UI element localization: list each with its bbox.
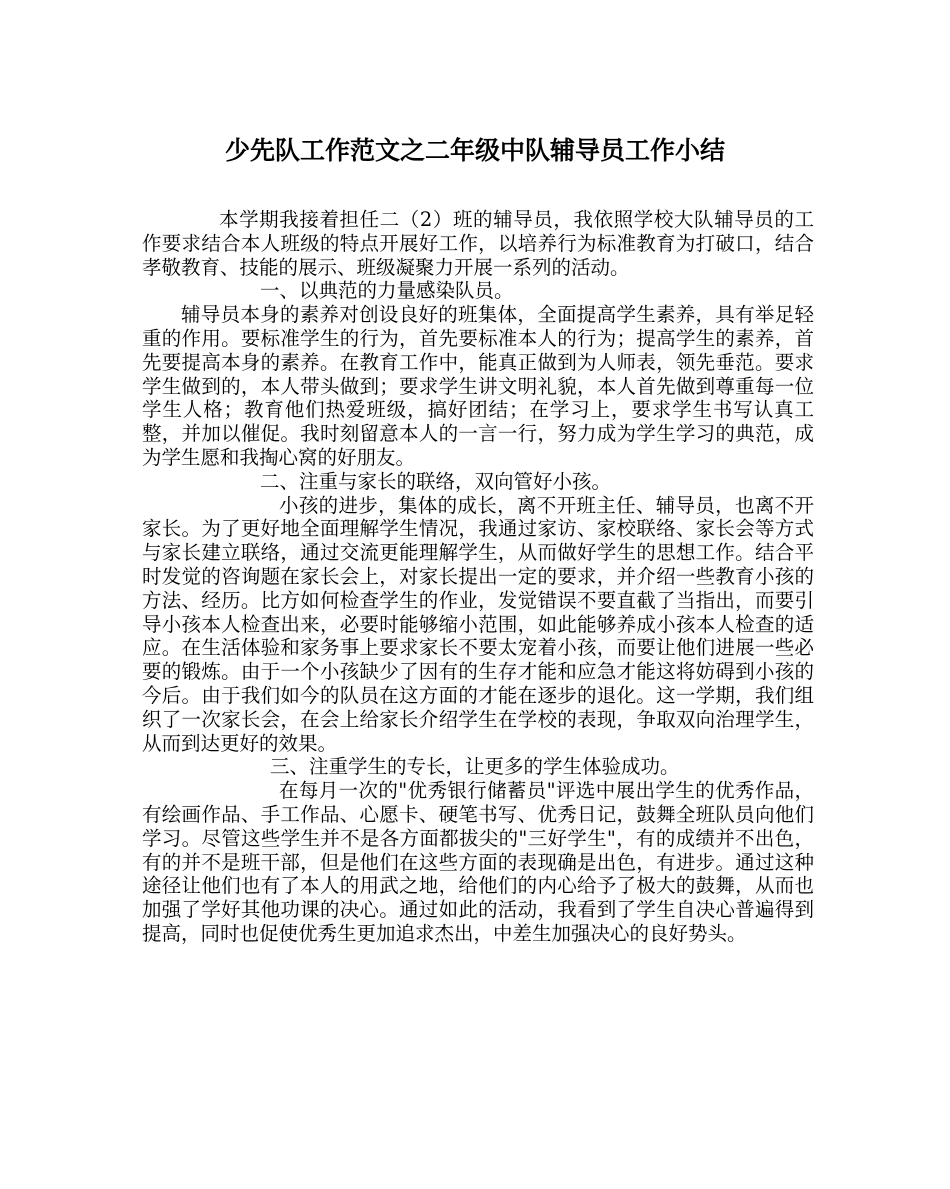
- section-3-heading: 三、注重学生的专长，让更多的学生体验成功。: [270, 755, 680, 779]
- section-2-heading: 二、注重与家长的联络，双向管好小孩。: [260, 469, 612, 493]
- section-3-paragraph: 在每月一次的"优秀银行储蓄员"评选中展出学生的优秀作品，有绘画作品、手工作品、心愿卡、硬笔书写、优秀日记，鼓舞全班队员向他们学习。尽管这些学生并不是各方面都拔尖的"三好学生"，有的成绩并不出色，有的并不是班干部，但是他们在这些方面的表现确是出色，有进步。通过这种途径让他们也有了本人的用武之地，给他们的内心给予了极大的鼓舞，从而也加强了学好其他功课的决心。通过如此的活动，我看到了学生自决心普遍得到提高，同时也促使优秀生更加追求杰出，中差生加强决心的良好势头。: [142, 779, 814, 945]
- document-body: [142, 208, 814, 946]
- document-title: 少先队工作范文之二年级中队辅导员工作小结: [224, 136, 725, 165]
- intro-paragraph: 本学期我接着担任二（2）班的辅导员，我依照学校大队辅导员的工作要求结合本人班级的特点开展好工作，以培养行为标准教育为打破口，结合孝敬教育、技能的展示、班级凝聚力开展一系列的活动。: [142, 208, 814, 279]
- section-2-paragraph: 小孩的进步，集体的成长，离不开班主任、辅导员，也离不开家长。为了更好地全面理解学生情况，我通过家访、家校联络、家长会等方式与家长建立联络，通过交流更能理解学生，从而做好学生的思想工作。结合平时发觉的咨询题在家长会上，对家长提出一定的要求，并介绍一些教育小孩的方法、经历。比方如何检查学生的作业，发觉错误不要直截了当指出，而要引导小孩本人检查出来，必要时能够缩小范围，如此能够养成小孩本人检查的适应。在生活体验和家务事上要求家长不要太宠着小孩，而要让他们进展一些必要的锻炼。由于一个小孩缺少了因有的生存才能和应急才能这将妨碍到小孩的今后。由于我们如今的队员在这方面的才能在逐步的退化。这一学期，我们组织了一次家长会，在会上给家长介绍学生在学校的表现，争取双向治理学生，从而到达更好的效果。: [142, 493, 814, 755]
- section-1-paragraph: 辅导员本身的素养对创设良好的班集体，全面提高学生素养，具有举足轻重的作用。要标准学生的行为，首先要标准本人的行为；提高学生的素养，首先要提高本身的素养。在教育工作中，能真正做到为人师表，领先垂范。要求学生做到的，本人带头做到；要求学生讲文明礼貌，本人首先做到尊重每一位学生人格；教育他们热爱班级，搞好团结；在学习上，要求学生书写认真工整，并加以催促。我时刻留意本人的一言一行，努力成为学生学习的典范，成为学生愿和我掏心窝的好朋友。: [142, 303, 814, 469]
- section-1-heading: 一、以典范的力量感染队员。: [260, 279, 514, 303]
